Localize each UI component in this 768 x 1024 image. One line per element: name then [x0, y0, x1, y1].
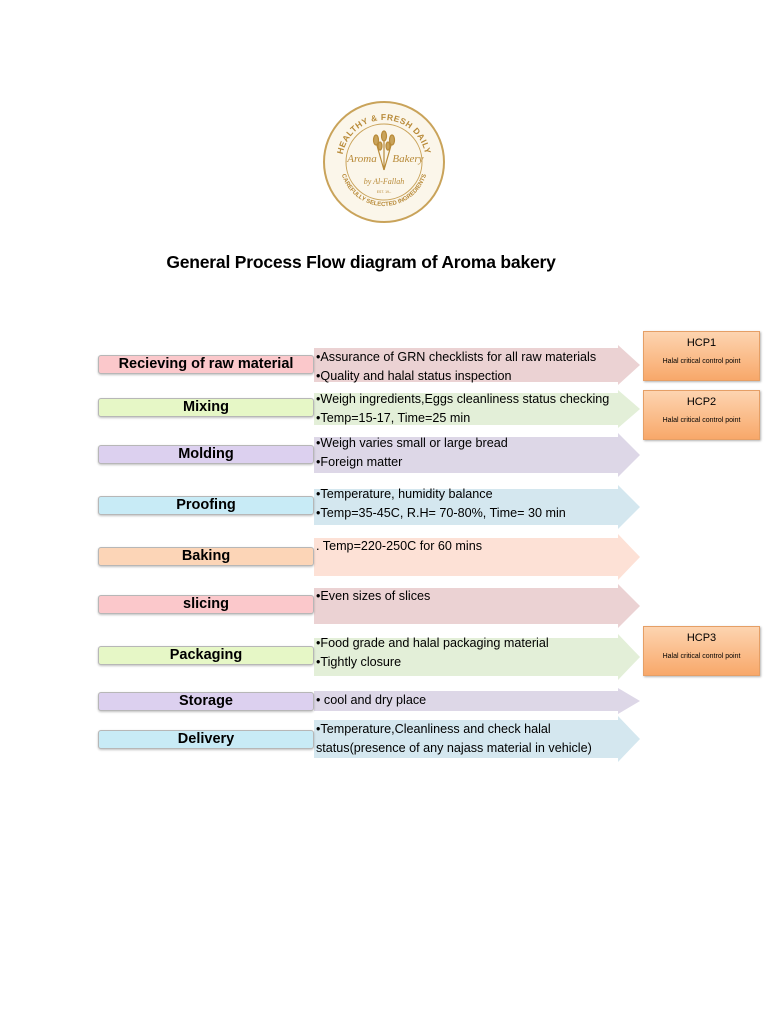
step-note: •Assurance of GRN checklists for all raw materials	[316, 350, 597, 364]
step-notes	[316, 720, 636, 758]
step-label: slicing	[98, 595, 314, 614]
step-note: status(presence of any najass material in vehicle)	[316, 741, 592, 755]
page-title	[0, 252, 720, 273]
step-note: . Temp=220-250C for 60 mins	[316, 539, 483, 553]
logo-est: EST. 19--	[376, 190, 392, 194]
step-label: Baking	[98, 547, 314, 566]
step-note: •Weigh varies small or large bread	[316, 436, 508, 450]
step-note: •Temperature,Cleanliness and check halal	[316, 722, 551, 736]
hcp-subtitle: Halal critical control point	[662, 417, 741, 424]
step-notes	[316, 390, 636, 428]
step-label: Proofing	[98, 496, 314, 515]
hcp-title: HCP2	[686, 396, 717, 408]
hcp-box	[643, 390, 760, 440]
step-label: Mixing	[98, 398, 314, 417]
step-note: •Even sizes of slices	[316, 589, 431, 603]
hcp-subtitle: Halal critical control point	[662, 358, 741, 365]
step-label: Packaging	[98, 646, 314, 665]
logo-top-text: HEALTHY & FRESH DAILY	[334, 111, 434, 156]
step-notes	[316, 537, 636, 556]
step-note: •Temperature, humidity balance	[316, 487, 493, 501]
step-note: •Foreign matter	[316, 455, 403, 469]
step-notes	[316, 434, 636, 472]
step-notes	[316, 587, 636, 606]
step-note: •Food grade and halal packaging material	[316, 636, 549, 650]
hcp-title: HCP1	[686, 337, 717, 349]
step-label: Recieving of raw material	[98, 355, 314, 374]
page-title-text: General Process Flow diagram of Aroma bakery	[166, 252, 556, 272]
step-notes	[316, 691, 636, 710]
step-notes	[316, 634, 636, 672]
step-label: Molding	[98, 445, 314, 464]
hcp-subtitle: Halal critical control point	[662, 653, 741, 660]
step-label: Delivery	[98, 730, 314, 749]
logo-name-right: Bakery	[392, 153, 424, 165]
logo-by-line: by Al-Fallah	[363, 177, 405, 186]
step-notes	[316, 485, 636, 523]
step-notes	[316, 348, 636, 386]
logo-bottom-text: CAREFULLY SELECTED INGREDIENTS	[339, 173, 429, 209]
step-note: • cool and dry place	[316, 693, 427, 707]
hcp-title: HCP3	[686, 632, 717, 644]
step-label: Storage	[98, 692, 314, 711]
hcp-box	[643, 626, 760, 676]
step-note: •Tightly closure	[316, 655, 402, 669]
step-note: •Temp=35-45C, R.H= 70-80%, Time= 30 min	[316, 506, 566, 520]
logo-name-left: Aroma	[347, 153, 377, 165]
step-note: •Weigh ingredients,Eggs cleanliness status checking	[316, 392, 610, 406]
step-note: •Temp=15-17, Time=25 min	[316, 411, 471, 425]
aroma-bakery-logo	[322, 100, 446, 224]
hcp-box	[643, 331, 760, 381]
step-note: •Quality and halal status inspection	[316, 369, 512, 383]
